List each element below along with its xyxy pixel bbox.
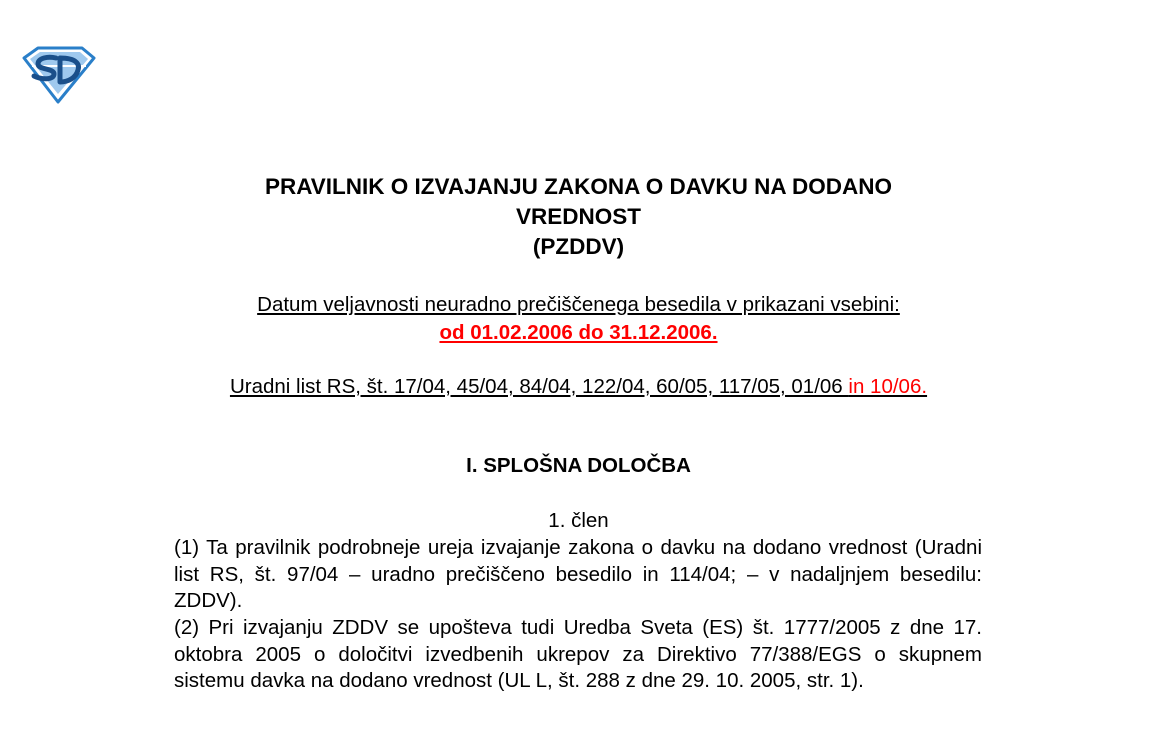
gazette-main: Uradni list RS, št. 17/04, 45/04, 84/04, 122/04, 60/05, 117/05, 01/06 (229, 375, 849, 398)
validity-label: Datum veljavnosti neuradno prečiščenega besedila v prikazani vsebini: (257, 293, 900, 316)
title-line-1: PRAVILNIK O IZVAJANJU ZAKONA O DAVKU NA DODANO (264, 174, 893, 199)
title-line-2: VREDNOST (515, 204, 641, 229)
paragraph-2: (2) Pri izvajanju ZDDV se upošteva tudi Uredba Sveta (ES) št. 1777/2005 z dne 17. oktobra 2005 o določitvi izvedbenih ukrepov za Direktivo 77/388/EGS o skupnem sistemu davka na dodano vrednost (UL L, št. 288 z dne 29. 10. 2005, str. 1). (174, 616, 982, 693)
sd-logo-icon (22, 46, 96, 104)
section-heading: I. SPLOŠNA DOLOČBA (466, 454, 691, 477)
article-heading: 1. člen (548, 509, 609, 532)
validity-range: od 01.02.2006 do 31.12.2006. (439, 321, 718, 344)
gazette-reference (100, 374, 1057, 400)
title-abbreviation: (PZDDV) (532, 234, 625, 259)
gazette-highlight: in 10/06. (848, 375, 928, 398)
document-title (150, 172, 1007, 262)
paragraph-1: (1) Ta pravilnik podrobneje ureja izvajanje zakona o davku na dodano vrednost (Uradni list RS, št. 97/04 – uradno prečiščeno besedilo in 114/04; – v nadaljnjem besedilu: ZDDV). (174, 536, 982, 613)
